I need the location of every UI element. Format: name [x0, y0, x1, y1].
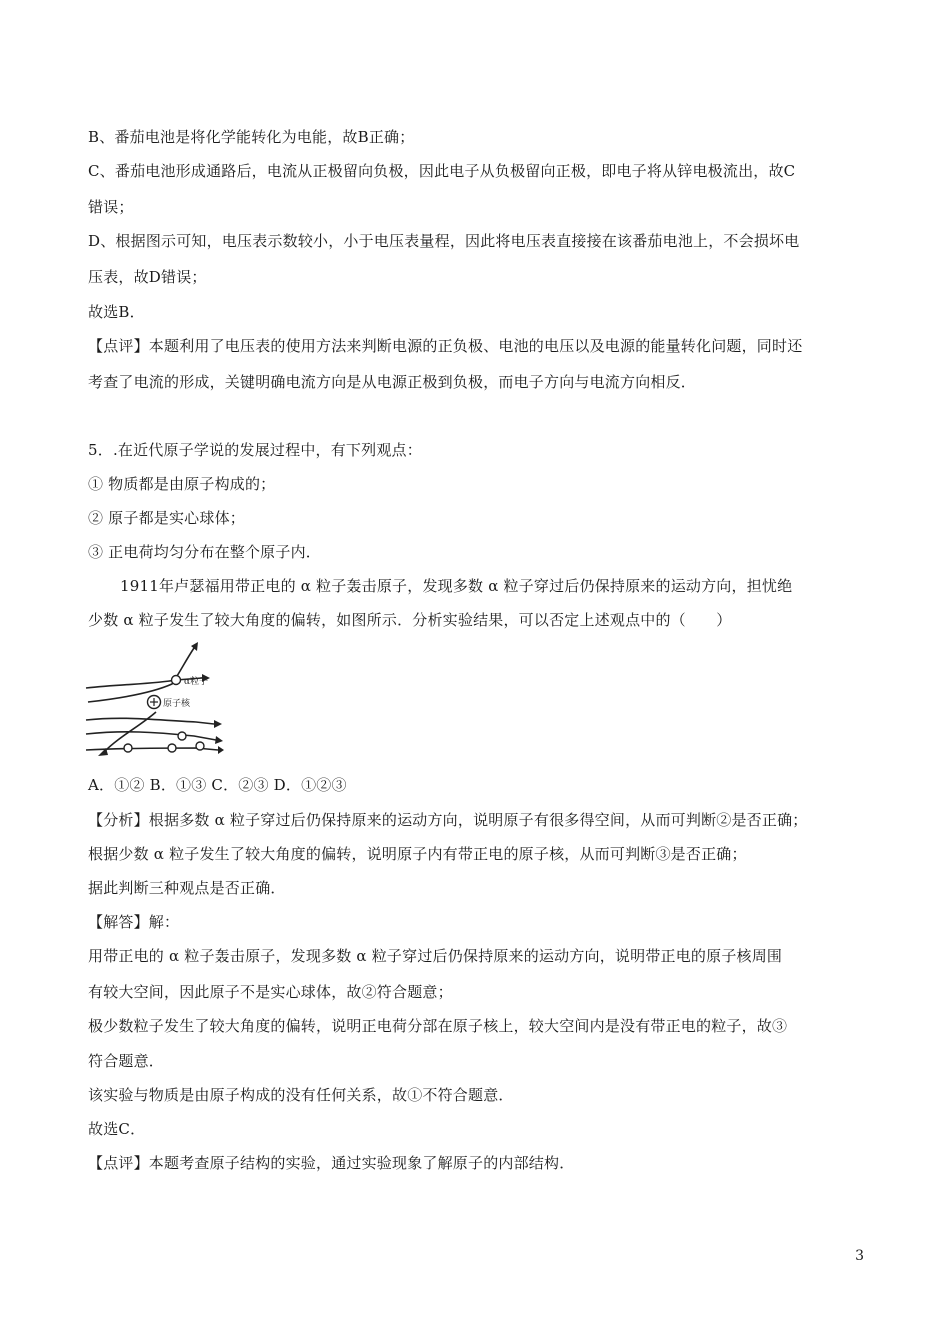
alpha-particle-icon	[124, 744, 132, 752]
answer-line3: 极少数粒子发生了较大角度的偏转，说明正电荷分部在原子核上，较大空间内是没有带正电的粒子，故③	[88, 1017, 788, 1035]
answer-option-b: B、番茄电池是将化学能转化为电能，故B正确；	[88, 128, 415, 146]
answer-line2: 有较大空间，因此原子不是实心球体，故②符合题意；	[88, 983, 453, 1001]
viewpoint-3: ③ 正电荷均匀分布在整个原子内．	[88, 543, 321, 561]
alpha-particle-icon	[172, 676, 181, 685]
arrowhead-bottom-icon	[218, 746, 224, 754]
comment-q5: 【点评】本题考查原子结构的实验，通过实验现象了解原子的内部结构．	[88, 1154, 575, 1172]
alpha-particle-icon	[178, 732, 186, 740]
alpha-particle-icon	[168, 744, 176, 752]
answer-option-c-line2: 错误；	[88, 198, 134, 216]
viewpoint-1: ① 物质都是由原子构成的；	[88, 475, 276, 493]
arrowhead-middle-icon	[214, 720, 222, 728]
question-paragraph-line2: 少数 α 粒子发生了较大角度的偏转，如图所示．分析实验结果，可以否定上述观点中的（ ）	[88, 611, 732, 629]
particle-path-deflected-up	[88, 648, 194, 702]
analysis-line3: 据此判断三种观点是否正确．	[88, 879, 286, 897]
analysis-line1: 【分析】根据多数 α 粒子穿过后仍保持原来的运动方向，说明原子有很多得空间，从而可判断②是否正确；	[88, 811, 808, 829]
answer-line4: 符合题意．	[88, 1052, 165, 1070]
answer-option-d-line2: 压表，故D错误；	[88, 268, 207, 286]
nucleus-label: 原子核	[163, 699, 191, 709]
page-number: 3	[855, 1248, 864, 1264]
arrowhead-lower-icon	[215, 736, 223, 744]
particle-path-lower	[86, 732, 216, 740]
question-5-stem: 5．.在近代原子学说的发展过程中，有下列观点：	[88, 441, 422, 459]
alpha-particle-icon	[196, 742, 204, 750]
answer-option-d-line1: D、根据图示可知，电压表示数较小，小于电压表量程，因此将电压表直接接在该番茄电池上，不会损坏电	[88, 232, 800, 250]
answer-line1: 用带正电的 α 粒子轰击原子，发现多数 α 粒子穿过后仍保持原来的运动方向，说明带正电的原子核周围	[88, 947, 783, 965]
answer-choice-c: 故选C．	[88, 1120, 146, 1138]
comment-line2: 考查了电流的形成，关键明确电流方向是从电源正极到负极，而电子方向与电流方向相反．	[88, 373, 697, 391]
comment-line1: 【点评】本题利用了电压表的使用方法来判断电源的正负极、电池的电压以及电源的能量转化问题，同时还	[88, 337, 803, 355]
answer-options: A．①② B．①③ C．②③ D．①②③	[88, 776, 347, 794]
viewpoint-2: ② 原子都是实心球体；	[88, 509, 245, 527]
answer-option-c-line1: C、番茄电池形成通路后，电流从正极留向负极，因此电子从负极留向正极，即电子将从锌电极流出，故C	[88, 162, 796, 180]
answer-line5: 该实验与物质是由原子构成的没有任何关系，故①不符合题意．	[88, 1086, 514, 1104]
answer-heading: 【解答】解：	[88, 913, 180, 931]
particle-path-middle	[86, 718, 214, 724]
alpha-particle-label: α粒子	[184, 677, 209, 687]
alpha-scattering-figure	[84, 640, 224, 760]
question-paragraph-line1: 1911年卢瑟福用带正电的 α 粒子轰击原子，发现多数 α 粒子穿过后仍保持原来的运动方向，担忧绝	[120, 577, 793, 595]
answer-choice: 故选B．	[88, 303, 145, 321]
analysis-line2: 根据少数 α 粒子发生了较大角度的偏转，说明原子内有带正电的原子核，从而可判断③是否正确；	[88, 845, 747, 863]
